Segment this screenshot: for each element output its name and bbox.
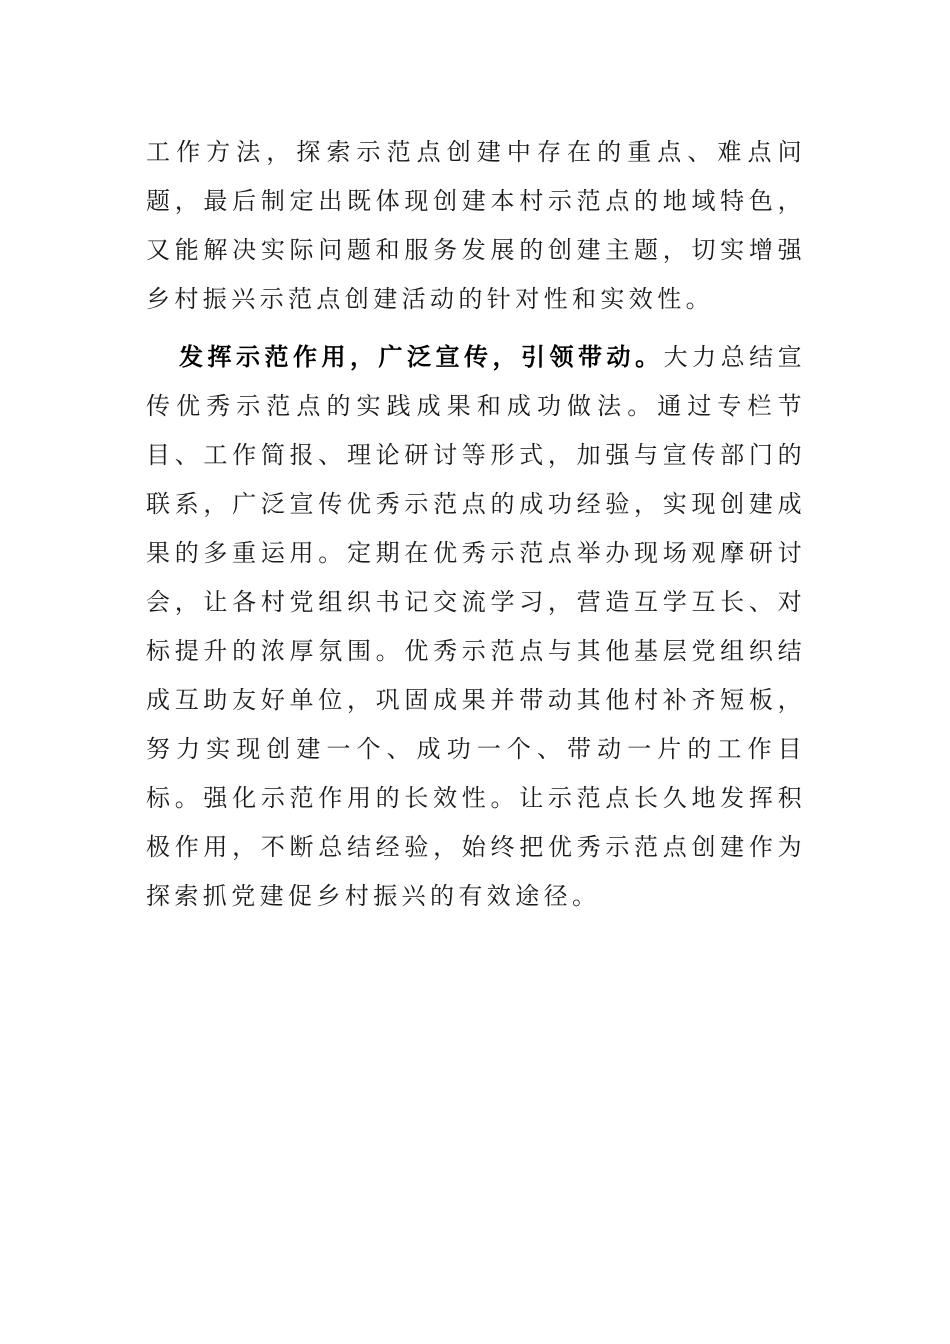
- document-body: [146, 128, 806, 921]
- paragraph-heading: 发挥示范作用，广泛宣传，引领带动。: [179, 342, 664, 371]
- paragraph-text: 大力总结宣传优秀示范点的实践成果和成功做法。通过专栏节目、工作简报、理论研讨等形式，加强与宣传部门的联系，广泛宣传优秀示范点的成功经验，实现创建成果的多重运用。定期在优秀示范点举办现场观摩研讨会，让各村党组织书记交流学习，营造互学互长、对标提升的浓厚氛围。优秀示范点与其他基层党组织结成互助友好单位，巩固成果并带动其他村补齐短板，努力实现创建一个、成功一个、带动一片的工作目标。强化示范作用的长效性。让示范点长久地发挥积极作用，不断总结经验，始终把优秀示范点创建作为探索抓党建促乡村振兴的有效途径。: [146, 343, 806, 910]
- paragraph-text: 工作方法，探索示范点创建中存在的重点、难点问题，最后制定出既体现创建本村示范点的地域特色，又能解决实际问题和服务发展的创建主题，切实增强乡村振兴示范点创建活动的针对性和实效性。: [146, 138, 806, 313]
- paragraph-demonstration-role: [146, 332, 806, 921]
- paragraph-continuation: [146, 128, 806, 324]
